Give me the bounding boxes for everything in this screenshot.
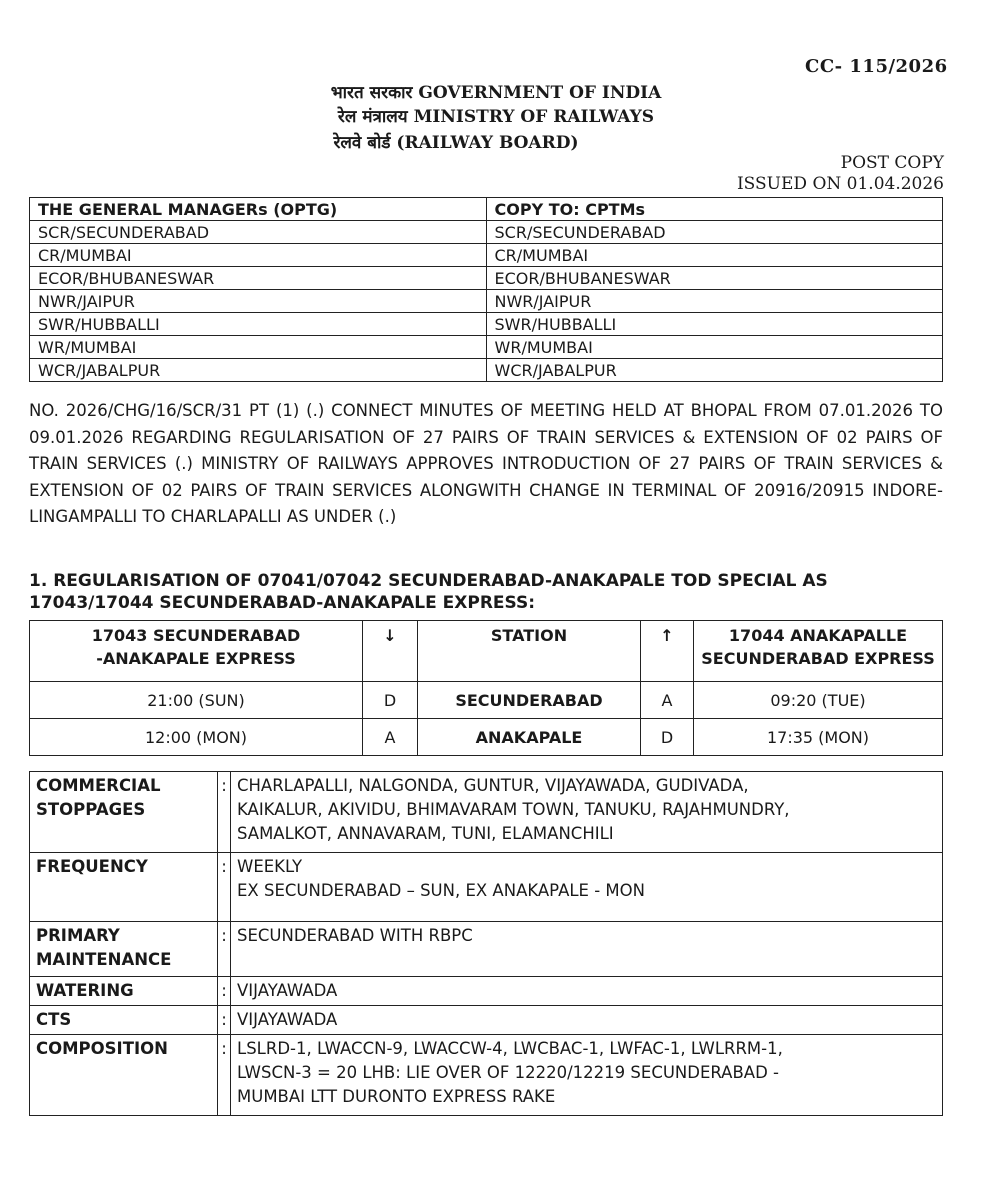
arr-dep-flag: D xyxy=(641,719,694,756)
details-row-frequency xyxy=(30,853,943,922)
addressee-row xyxy=(30,267,943,290)
section-1-title xyxy=(29,570,943,614)
body-paragraph xyxy=(29,398,943,531)
addressee-row xyxy=(30,336,943,359)
arr-dep-flag: D xyxy=(363,682,418,719)
section-1-title-line: 17043/17044 SECUNDERABAD-ANAKAPALE EXPRESS: xyxy=(29,593,536,613)
details-colon: : xyxy=(218,922,231,977)
details-key: COMMERCIAL STOPPAGES xyxy=(30,772,218,853)
body-text: NO. 2026/CHG/16/SCR/31 PT (1) (.) CONNECT MINUTES OF MEETING HELD AT BHOPAL FROM 07.01.2026 TO 09.01.2026 REGARDING REGULARISATION OF 27 PAIRS OF TRAIN SERVICES & EXTENSION OF 02 PAIRS OF TRAIN SERVICES (.) MINISTRY OF RAILWAYS APPROVES INTRODUCTION OF 27 PAIRS OF TRAIN SERVICES & EXTENSION OF 02 PAIRS OF TRAIN SERVICES ALONGWITH CHANGE IN TERMINAL OF 20916/20915 INDORE-LINGAMPALLI TO CHARLAPALLI AS UNDER (.) xyxy=(29,401,943,526)
details-value: VIJAYAWADA xyxy=(231,977,943,1006)
details-colon: : xyxy=(218,977,231,1006)
arrow-down-icon: ↓ xyxy=(363,621,418,682)
station-header: STATION xyxy=(418,621,641,682)
details-value: SECUNDERABAD WITH RBPC xyxy=(231,922,943,977)
details-row-composition xyxy=(30,1035,943,1116)
cptm-cell: SWR/HUBBALLI xyxy=(486,313,943,336)
addressee-row xyxy=(30,244,943,267)
details-colon: : xyxy=(218,1006,231,1035)
gm-cell: ECOR/BHUBANESWAR xyxy=(30,267,487,290)
time-17043: 21:00 (SUN) xyxy=(30,682,363,719)
arr-dep-flag: A xyxy=(363,719,418,756)
addressee-header-row xyxy=(30,198,943,221)
timetable-row xyxy=(30,719,943,756)
arrow-up-icon: ↑ xyxy=(641,621,694,682)
station-name: SECUNDERABAD xyxy=(418,682,641,719)
time-17044: 09:20 (TUE) xyxy=(694,682,943,719)
header-railway-board: रेलवे बोर्ड (RAILWAY BOARD) xyxy=(333,133,579,153)
details-value: LSLRD-1, LWACCN-9, LWACCW-4, LWCBAC-1, LWFAC-1, LWLRRM-1, LWSCN-3 = 20 LHB: LIE OVER OF 12220/12219 SECUNDERABAD - MUMBAI LTT DURONTO EXPRESS RAKE xyxy=(231,1035,943,1116)
details-value: VIJAYAWADA xyxy=(231,1006,943,1035)
post-copy-block xyxy=(737,153,944,195)
gm-cell: WR/MUMBAI xyxy=(30,336,487,359)
header-government: भारत सरकार GOVERNMENT OF INDIA xyxy=(330,83,662,103)
details-key: FREQUENCY xyxy=(30,853,218,922)
details-key: COMPOSITION xyxy=(30,1035,218,1116)
details-row-cts xyxy=(30,1006,943,1035)
section-1-title-line: 1. REGULARISATION OF 07041/07042 SECUNDERABAD-ANAKAPALE TOD SPECIAL AS xyxy=(29,571,828,591)
addressee-table xyxy=(29,197,943,382)
copy-to-header: COPY TO: CPTMs xyxy=(486,198,943,221)
cptm-cell: CR/MUMBAI xyxy=(486,244,943,267)
addressee-row xyxy=(30,359,943,382)
details-row-maintenance xyxy=(30,922,943,977)
cptm-cell: SCR/SECUNDERABAD xyxy=(486,221,943,244)
time-17044: 17:35 (MON) xyxy=(694,719,943,756)
details-key: PRIMARY MAINTENANCE xyxy=(30,922,218,977)
time-17043: 12:00 (MON) xyxy=(30,719,363,756)
gm-cell: NWR/JAIPUR xyxy=(30,290,487,313)
timetable-row xyxy=(30,682,943,719)
details-table xyxy=(29,771,943,1116)
header-ministry: रेल मंत्रालय MINISTRY OF RAILWAYS xyxy=(337,107,655,127)
cptm-cell: ECOR/BHUBANESWAR xyxy=(486,267,943,290)
addressee-row xyxy=(30,221,943,244)
details-row-stoppages xyxy=(30,772,943,853)
details-row-watering xyxy=(30,977,943,1006)
addressee-row xyxy=(30,313,943,336)
gm-cell: SWR/HUBBALLI xyxy=(30,313,487,336)
details-colon: : xyxy=(218,853,231,922)
general-managers-header: THE GENERAL MANAGERs (OPTG) xyxy=(30,198,487,221)
reference-number: CC- 115/2026 xyxy=(805,56,948,77)
post-copy-label: POST COPY xyxy=(840,153,944,173)
timetable-header-row xyxy=(30,621,943,682)
station-name: ANAKAPALE xyxy=(418,719,641,756)
gm-cell: SCR/SECUNDERABAD xyxy=(30,221,487,244)
train-17044-header: 17044 ANAKAPALLE SECUNDERABAD EXPRESS xyxy=(694,621,943,682)
cptm-cell: NWR/JAIPUR xyxy=(486,290,943,313)
addressee-row xyxy=(30,290,943,313)
train-17043-header: 17043 SECUNDERABAD -ANAKAPALE EXPRESS xyxy=(30,621,363,682)
cptm-cell: WCR/JABALPUR xyxy=(486,359,943,382)
issued-date: ISSUED ON 01.04.2026 xyxy=(736,174,944,194)
details-value: WEEKLY EX SECUNDERABAD – SUN, EX ANAKAPALE - MON xyxy=(231,853,943,922)
details-key: WATERING xyxy=(30,977,218,1006)
details-value: CHARLAPALLI, NALGONDA, GUNTUR, VIJAYAWADA, GUDIVADA, KAIKALUR, AKIVIDU, BHIMAVARAM TOWN, TANUKU, RAJAHMUNDRY, SAMALKOT, ANNAVARAM, TUNI, ELAMANCHILI xyxy=(231,772,943,853)
details-key: CTS xyxy=(30,1006,218,1035)
gm-cell: WCR/JABALPUR xyxy=(30,359,487,382)
gm-cell: CR/MUMBAI xyxy=(30,244,487,267)
details-colon: : xyxy=(218,1035,231,1116)
cptm-cell: WR/MUMBAI xyxy=(486,336,943,359)
details-colon: : xyxy=(218,772,231,853)
arr-dep-flag: A xyxy=(641,682,694,719)
timetable xyxy=(29,620,943,756)
